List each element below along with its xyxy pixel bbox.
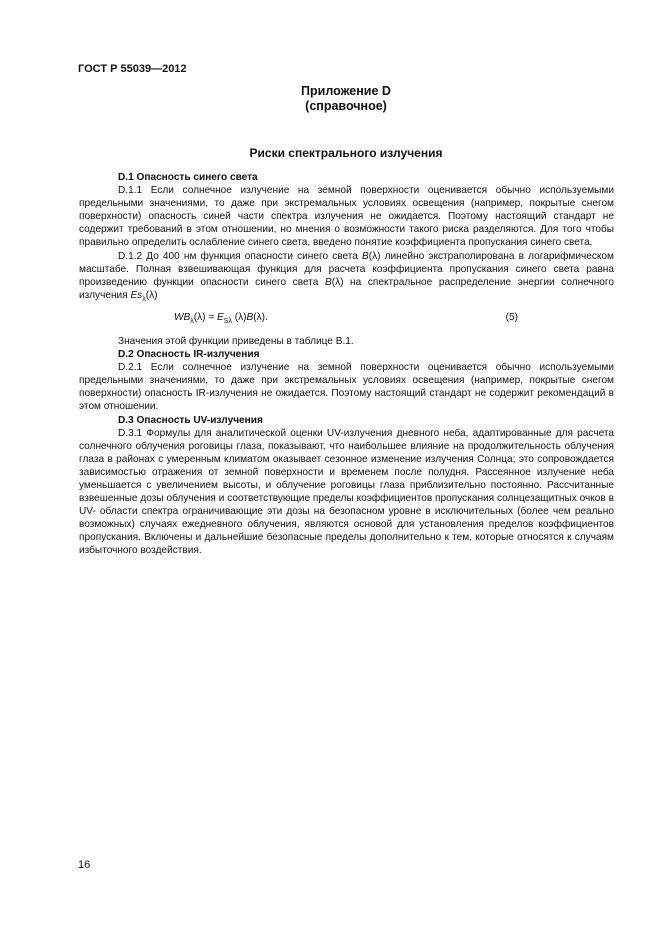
formula-end: (λ). [253, 311, 268, 323]
paragraph-d1-2 [79, 250, 614, 302]
p-d1-2-text-c: (λ) линейно экстраполирована в логарифмическом масштабе. Полная взвешивающая функция для расчета коэффициента пропускания синего света равна произведению функции опасности синего света [79, 250, 614, 288]
paragraph-d1-3: Значения этой функции приведены в таблице B.1. [118, 335, 354, 347]
p-d1-2-symbol-b2: B [324, 276, 332, 288]
paragraph-d3-1: D.3.1 Формулы для аналитической оценки UV-излучения дневного неба, адаптированные для расчета солнечного облучения роговицы глаза, показывают, что наибольшее влияние на продолжительность облучения глаза в районах с умеренным климатом оказывает сезонное изменение излучения Солнца; это сопровождается зависимостью отражения от земной поверхности и временем после полудня. Рассеянное излучение неба уменьшается с увеличением высоты, и облучение роговицы глаза приблизительно постоянно. Рассчитанные взвешенные дозы облучения и соответствующие пределы коэффициентов пропускания солнцезащитных очков в UV- области спектра ограничивающие эти дозы на безопасном уровне в исключительных (более чем реально возможных) случаях ежедневного облучения, являются основой для установления пределов коэффициентов пропускания. Включены и дальнейшие безопасные пределы дополнительно к тем, которые относятся к случаям избыточного воздействия. [79, 427, 614, 557]
page-title: Риски спектрального излучения [249, 146, 443, 160]
formula-rest: (λ) [231, 311, 247, 323]
formula-sub-lambda: λ [190, 317, 194, 325]
formula-e: E [217, 311, 224, 323]
formula-mid: (λ) = [193, 311, 218, 323]
p-d1-2-symbol-es: Es [130, 289, 143, 301]
section-heading-d3: D.3 Опасность UV-излучения [118, 414, 263, 426]
p-d1-2-text-h: (λ) [145, 289, 158, 301]
formula-number: (5) [505, 311, 518, 323]
formula-wb: WB [174, 311, 191, 323]
formula-5 [79, 307, 614, 331]
formula-b: B [246, 311, 254, 323]
formula-expression [174, 311, 268, 324]
page-number: 16 [78, 859, 91, 871]
p-d1-2-text-a: D.1.2 До 400 нм функция опасности синего света [118, 250, 363, 262]
p-d1-2-symbol-b: B [362, 250, 369, 262]
section-heading-d1: D.1 Опасность синего света [118, 172, 258, 183]
paragraph-d2-1: D.2.1 Если солнечное излучение на земной поверхности оценивается обычно используемыми предельными значениями, то даже при экстремальных условиях освещения (например, покрытые снегом поверхности) опасность IR-излучения не ожидается. Поэтому настоящий стандарт не содержит рекомендаций в этом отношении. [79, 362, 614, 413]
standard-header: ГОСТ Р 55039—2012 [78, 63, 187, 75]
formula-sub-s-lambda: Sλ [223, 317, 232, 325]
p-d1-2-text-e: (λ) на спектральное распределение энергии солнечного излучения [79, 276, 614, 301]
annex-subtitle: (справочное) [305, 99, 387, 113]
document-body [79, 171, 614, 558]
annex-title: Приложение D [301, 84, 391, 98]
paragraph-d1-1: D.1.1 Если солнечное излучение на земной поверхности оценивается обычно используемыми предельными значениями, то даже при экстремальных условиях освещения (например, покрытые снегом поверхности) опасность синей части спектра излучения не ожидается. Поэтому настоящий стандарт не содержит требований в этом отношении, но мнения о возможности такого риска разделяются. Для того чтобы правильно определить ослабление синего света, введено понятие коэффициента пропускания синего света. [79, 185, 614, 249]
section-heading-d2: D.2 Опасность IR-излучения [118, 349, 260, 361]
p-d1-2-sub-lambda: λ [142, 295, 146, 303]
